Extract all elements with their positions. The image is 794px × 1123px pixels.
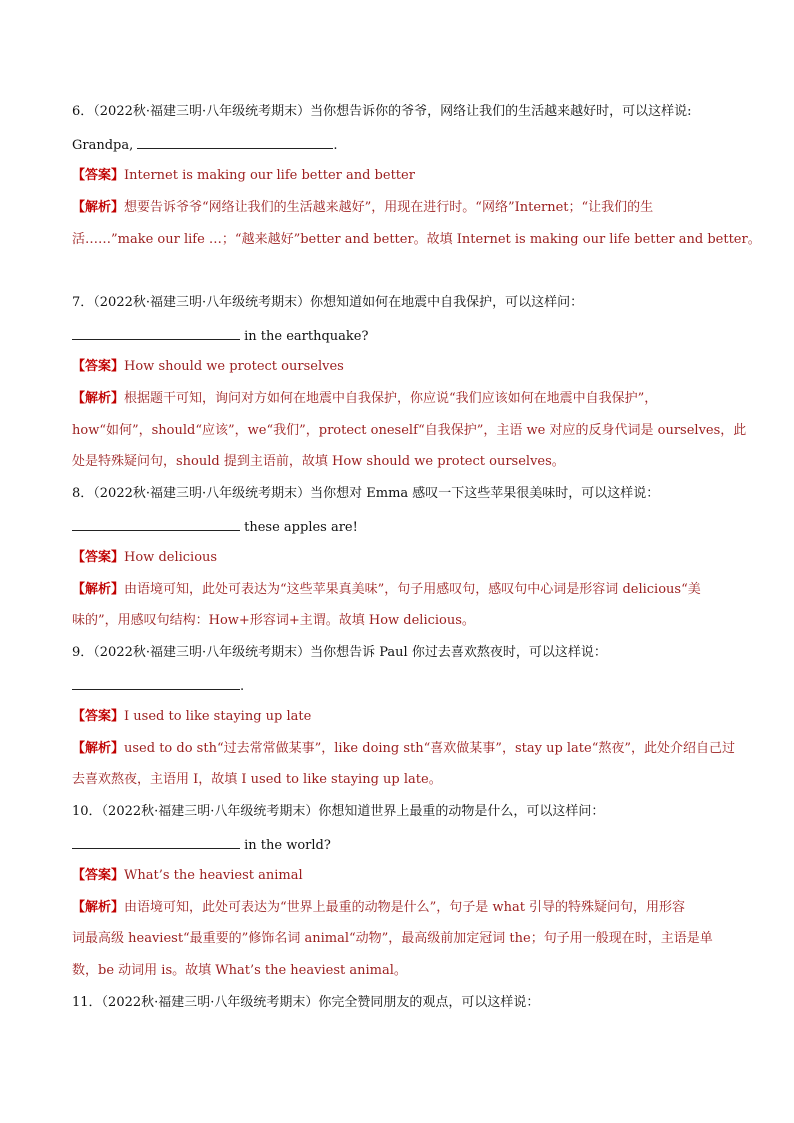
question-6-analysis-2: 活……”make our life …；“越来越好”better and better。故填 Internet is making our life better and better。 (72, 232, 761, 247)
question-7-answer (72, 357, 722, 377)
answer-tag: 【答案】 (72, 709, 125, 724)
question-7-stem: 7．（2022秋·福建三明·八年级统考期末）你想知道如何在地震中自我保护，可以这样问： (72, 295, 584, 310)
question-11-stem: 11．（2022秋·福建三明·八年级统考期末）你完全赞同朋友的观点，可以这样说： (72, 995, 540, 1010)
question-6-suffix: . (333, 138, 338, 153)
question-10-analysis-1 (72, 898, 722, 918)
analysis-tag: 【解析】 (72, 200, 125, 215)
question-7-analysis-2: how“如何”，should“应该”，we“我们”，protect oneself“自我保护”，主语 we 对应的反身代词是 ourselves，此 (72, 423, 747, 438)
analysis-tag: 【解析】 (72, 741, 125, 756)
answer-text: How delicious (124, 550, 218, 565)
question-9-suffix: . (240, 679, 245, 694)
question-7-fill-line (72, 325, 722, 347)
analysis-text: 由语境可知，此处可表达为“这些苹果真美味”，句子用感叹句，感叹句中心词是形容词 delicious“美 (124, 582, 701, 597)
answer-text: How should we protect ourselves (124, 359, 344, 374)
answer-blank[interactable] (72, 675, 240, 690)
question-10-suffix: in the world? (240, 838, 331, 853)
answer-text: What’s the heaviest animal (124, 868, 303, 883)
answer-tag: 【答案】 (72, 168, 125, 183)
question-9-analysis-1 (72, 739, 736, 759)
question-8-suffix: these apples are! (240, 520, 358, 535)
analysis-text: 由语境可知，此处可表达为“世界上最重的动物是什么”，句子是 what 引导的特殊疑问句，用形容 (124, 900, 686, 915)
analysis-tag: 【解析】 (72, 900, 125, 915)
question-6-answer (72, 166, 722, 186)
question-10-analysis-2: 词最高级 heaviest“最重要的”修饰名词 animal“动物”，最高级前加定冠词 the；句子用一般现在时，主语是单 (72, 931, 713, 946)
question-9-fill-line (72, 675, 722, 697)
analysis-text: 根据题干可知，询问对方如何在地震中自我保护，你应说“我们应该如何在地震中自我保护”， (124, 391, 658, 406)
answer-blank[interactable] (137, 134, 333, 149)
question-7-suffix: in the earthquake? (240, 329, 369, 344)
answer-blank[interactable] (72, 516, 240, 531)
answer-text: Internet is making our life better and better (124, 168, 415, 183)
question-10-fill-line (72, 834, 722, 856)
answer-text: I used to like staying up late (124, 709, 312, 724)
answer-blank[interactable] (72, 834, 240, 849)
answer-tag: 【答案】 (72, 868, 125, 883)
question-6-analysis-1 (72, 198, 722, 218)
question-9-answer (72, 707, 722, 727)
question-8-analysis-1 (72, 580, 722, 600)
question-7-analysis-1 (72, 389, 722, 409)
answer-tag: 【答案】 (72, 550, 125, 565)
question-8-answer (72, 548, 722, 568)
question-6-fill-line (72, 134, 722, 156)
question-9-stem: 9．（2022秋·福建三明·八年级统考期末）当你想告诉 Paul 你过去喜欢熬夜时，可以这样说： (72, 645, 607, 660)
question-9-analysis-2: 去喜欢熬夜，主语用 I，故填 I used to like staying up late。 (72, 772, 442, 787)
question-7-analysis-3: 处是特殊疑问句，should 提到主语前，故填 How should we protect ourselves。 (72, 454, 565, 469)
question-10-stem: 10．（2022秋·福建三明·八年级统考期末）你想知道世界上最重的动物是什么，可以这样问： (72, 804, 605, 819)
answer-blank[interactable] (72, 325, 240, 340)
analysis-tag: 【解析】 (72, 391, 125, 406)
question-8-analysis-2: 味的”，用感叹句结构：How+形容词+主谓。故填 How delicious。 (72, 613, 475, 628)
question-8-fill-line (72, 516, 722, 538)
question-10-answer (72, 866, 722, 886)
answer-tag: 【答案】 (72, 359, 125, 374)
analysis-tag: 【解析】 (72, 582, 125, 597)
analysis-text: used to do sth“过去常常做某事”，like doing sth“喜欢做某事”，stay up late“熬夜”，此处介绍自己过 (124, 741, 736, 756)
question-10-analysis-3: 数，be 动词用 is。故填 What’s the heaviest animal。 (72, 963, 407, 978)
question-8-stem: 8．（2022秋·福建三明·八年级统考期末）当你想对 Emma 感叹一下这些苹果很美味时，可以这样说： (72, 486, 660, 501)
question-6-prefix: Grandpa, (72, 138, 138, 153)
analysis-text: 想要告诉爷爷“网络让我们的生活越来越好”，用现在进行时。“网络”Internet；“让我们的生 (124, 200, 654, 215)
question-6-stem: 6．（2022秋·福建三明·八年级统考期末）当你想告诉你的爷爷，网络让我们的生活越来越好时，可以这样说: (72, 104, 692, 119)
